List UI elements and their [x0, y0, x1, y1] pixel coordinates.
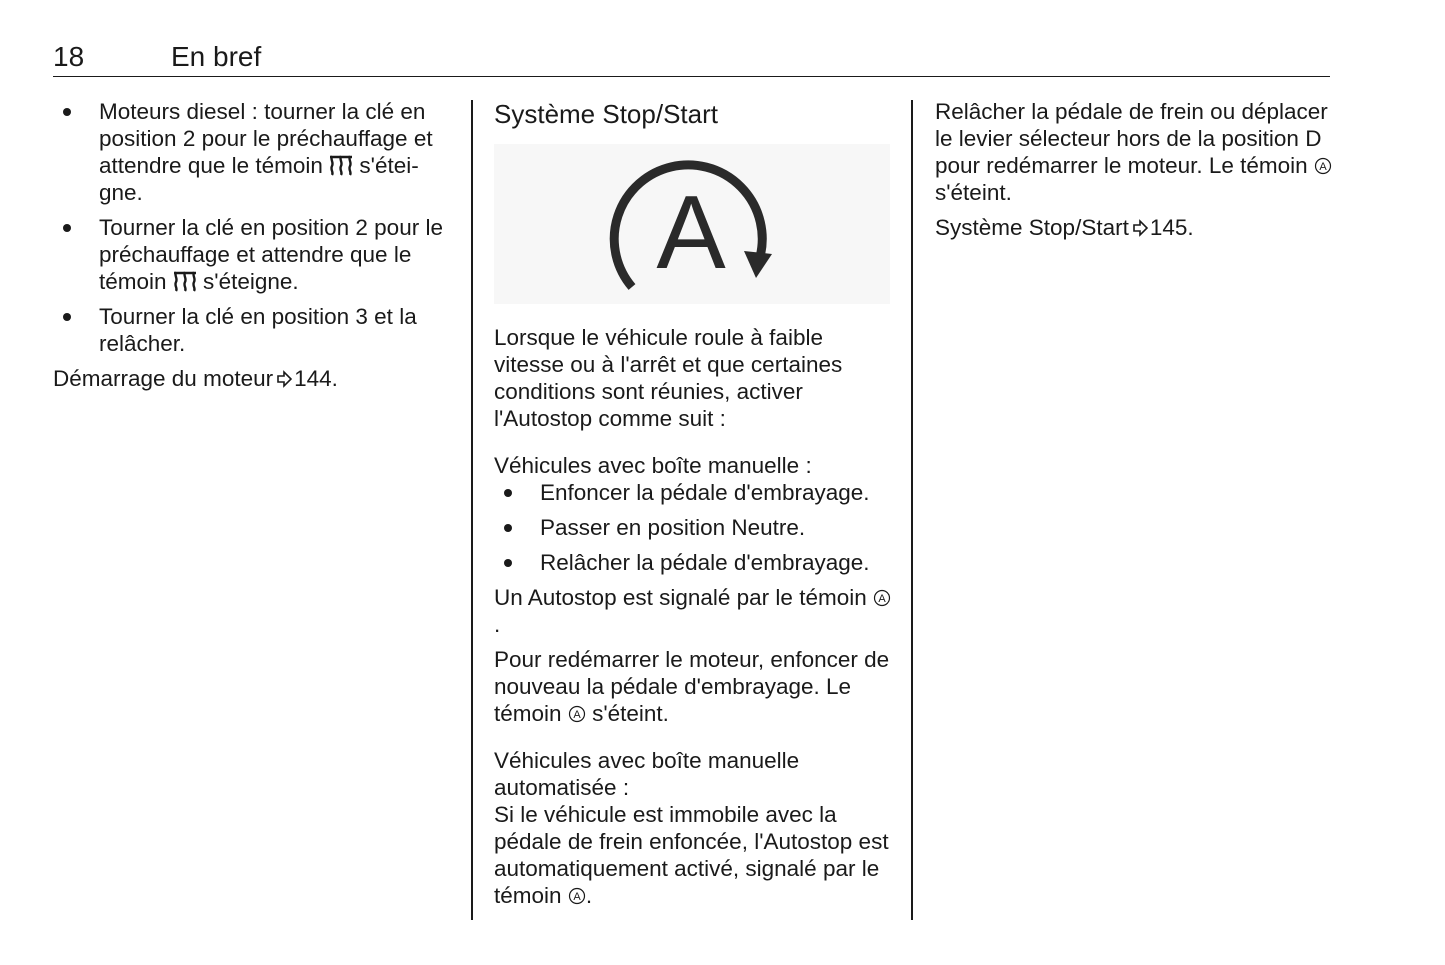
subheading-manual: Véhicules avec boîte manuelle :: [494, 453, 812, 478]
list-item: Enfoncer la pédale d'embrayage.: [494, 479, 894, 506]
paragraph: Pour redémarrer le moteur, enfoncer de nouveau la pédale d'embrayage. Le témoin A s'éteint.: [494, 647, 890, 726]
column-middle: [494, 98, 894, 917]
cross-reference[interactable]: Démarrage du moteur 144.: [53, 366, 338, 391]
list-item: Passer en position Neutre.: [494, 514, 894, 541]
autostop-indicator-icon: [1314, 157, 1332, 175]
list-item: Tourner la clé en position 3 et la relâcher.: [53, 303, 453, 357]
reference-arrow-icon: [276, 370, 292, 388]
autostop-indicator-icon: [568, 705, 586, 723]
column-divider: [471, 100, 473, 920]
autostop-figure: [494, 144, 890, 304]
glow-plug-icon: [329, 154, 353, 176]
paragraph: Relâcher la pédale de frein ou déplacer le levier sélecteur hors de la position D pour redémarrer le moteur. Le témoin A s'éteint.: [935, 98, 1335, 206]
list-item: Moteurs diesel : tourner la clé en position 2 pour le préchauffage et attendre que le témoin s'éteigne.: [53, 98, 453, 206]
page-header: [53, 40, 1330, 77]
section-title: En bref: [171, 41, 262, 72]
svg-text:A: A: [573, 891, 581, 903]
paragraph: Si le véhicule est immobile avec la pédale de frein enfoncée, l'Autostop est automatiquement activé, signalé par le témoin A .: [494, 802, 889, 908]
reference-arrow-icon: [1132, 219, 1148, 237]
autostop-letter: A: [656, 175, 726, 291]
column-right: [935, 98, 1335, 249]
section-heading: Système Stop/Start: [494, 99, 718, 129]
list-item: Tourner la clé en position 2 pour le préchauffage et attendre que le témoin s'éteigne.: [53, 214, 453, 295]
autostop-indicator-icon: [568, 887, 586, 905]
paragraph: Un Autostop est signalé par le témoin A .: [494, 584, 894, 638]
column-divider: [911, 100, 913, 920]
list-item: Relâcher la pédale d'embrayage.: [494, 549, 894, 576]
page-number: 18: [53, 41, 85, 72]
autostop-indicator-icon: [873, 589, 891, 607]
svg-text:A: A: [1319, 161, 1327, 173]
svg-text:A: A: [573, 709, 581, 721]
column-left: [53, 98, 453, 400]
glow-plug-icon: [173, 270, 197, 292]
cross-reference[interactable]: Système Stop/Start 145.: [935, 215, 1194, 240]
subheading-automated: Véhicules avec boîte manuelle automatisée :: [494, 748, 800, 800]
svg-text:A: A: [878, 593, 886, 605]
autostop-icon: [494, 144, 890, 304]
intro-paragraph: Lorsque le véhicule roule à faible vitesse ou à l'arrêt et que certaines conditions sont réunies, activer l'Autostop comme suit :: [494, 325, 843, 431]
